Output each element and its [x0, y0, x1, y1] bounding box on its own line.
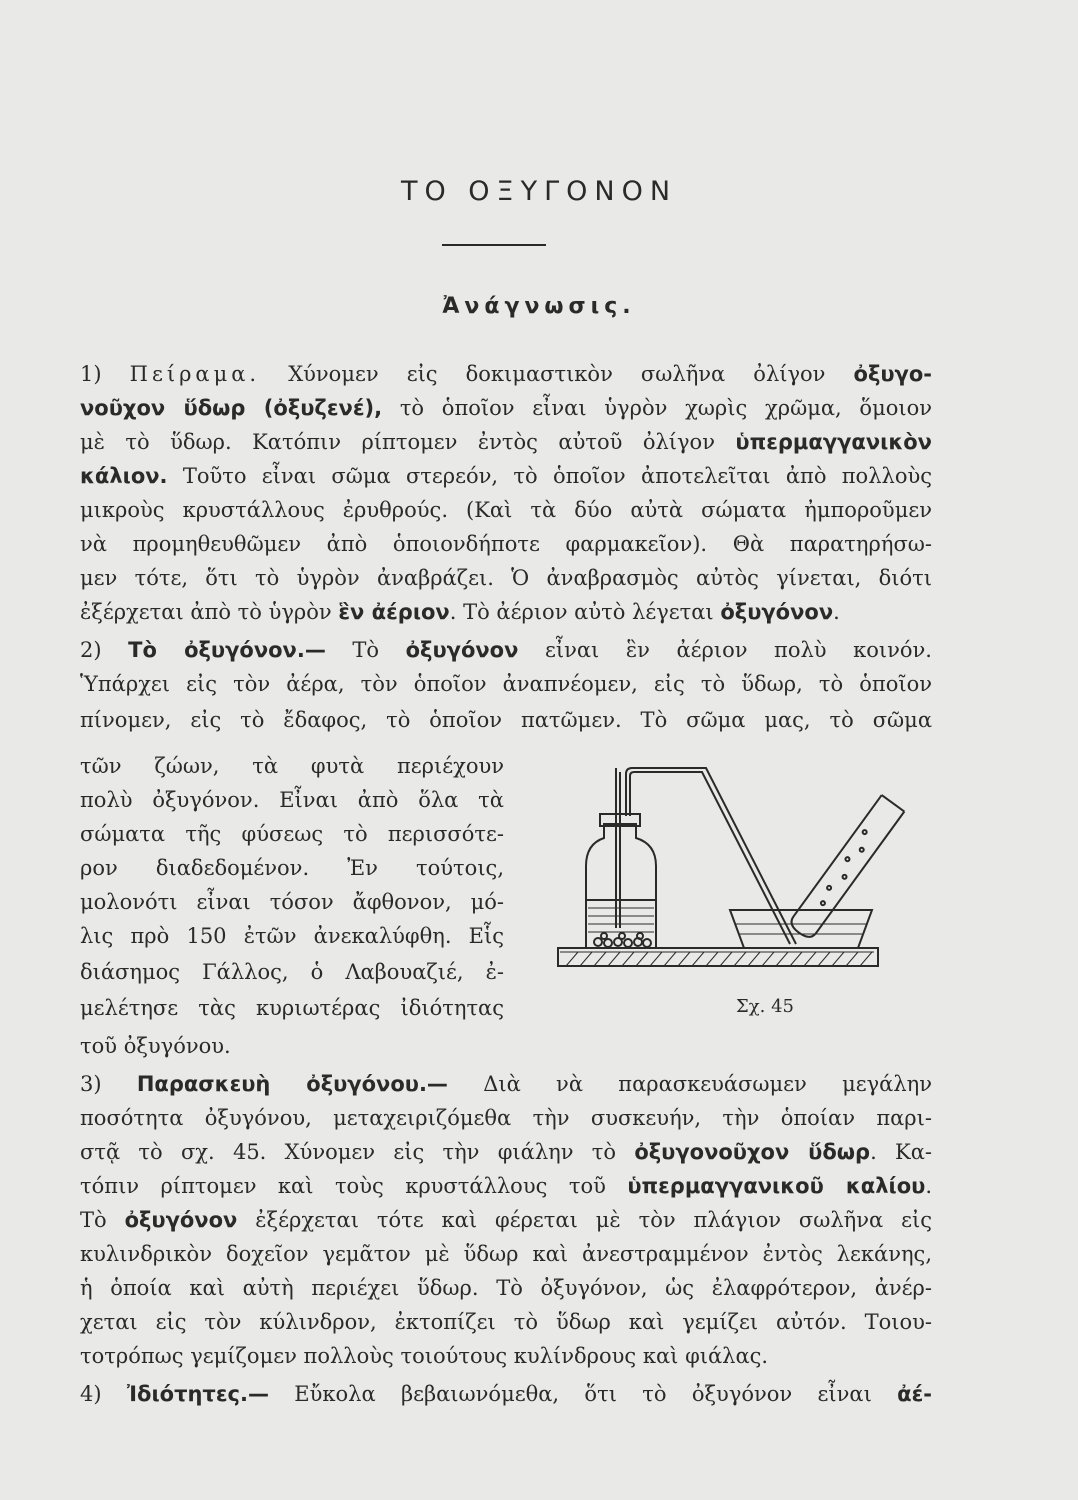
paragraph-line — [80, 426, 932, 458]
paragraph-line — [80, 1340, 932, 1372]
bold-term: ὀξυγόνον — [720, 600, 834, 624]
line-text: πίνομεν, εἰς τὸ ἔδαφος, τὸ ὁποῖον πατῶμεν. Τὸ σῶμα μας, τὸ σῶμα — [80, 708, 932, 732]
bold-term: κάλιον. — [80, 464, 168, 488]
paragraph-line — [80, 750, 504, 782]
oxygen-apparatus-figure — [556, 748, 934, 988]
paragraph-line — [80, 1136, 932, 1168]
paragraph-line — [80, 1272, 932, 1304]
paragraph-line — [80, 1306, 932, 1338]
line-text: λις πρὸ 150 ἐτῶν ἀνεκαλύφθη. Εἷς — [80, 924, 504, 948]
paragraph-line — [80, 1170, 932, 1202]
line-text: στᾷ τὸ σχ. 45. Χύνομεν εἰς τὴν φιάλην τὸ — [80, 1140, 635, 1164]
bold-term: ὀξυγο- — [853, 362, 932, 386]
paragraph-line — [80, 1102, 932, 1134]
paragraph-line — [80, 1204, 932, 1236]
line-text: 4) — [80, 1382, 127, 1406]
line-text: Χύνομεν εἰς δοκιμαστικὸν σωλῆνα ὀλίγον — [260, 362, 854, 386]
line-text: . Τὸ ἀέριον αὐτὸ λέγεται — [449, 600, 721, 624]
line-text: Τοῦτο εἶναι σῶμα στερεόν, τὸ ὁποῖον ἀποτελεῖται ἀπὸ πολλοὺς — [167, 464, 932, 488]
line-text: κυλινδρικὸν δοχεῖον γεμᾶτον μὲ ὕδωρ καὶ ἀνεστραμμένον ἐντὸς λεκάνης, — [80, 1242, 932, 1266]
paragraph-line — [80, 460, 932, 492]
crystals — [594, 933, 651, 947]
line-text: χεται εἰς τὸν κύλινδρον, ἐκτοπίζει τὸ ὕδωρ καὶ γεμίζει αὐτόν. Τοιου- — [80, 1310, 932, 1334]
section-subtitle: Ἀνάγνωσις. — [442, 294, 636, 319]
paragraph-line — [80, 392, 932, 424]
paragraph-line — [80, 956, 504, 988]
base-hatching — [566, 952, 872, 966]
line-text: ἐξέρχεται τότε καὶ φέρεται μὲ τὸν πλάγιον σωλῆνα εἰς — [237, 1208, 932, 1232]
bold-term: ὀξυγονοῦχον ὕδωρ — [634, 1140, 871, 1164]
water-basin — [730, 910, 872, 948]
line-text: πολὺ ὀξυγόνον. Εἶναι ἀπὸ ὅλα τὰ — [80, 788, 504, 812]
delivery-tube — [626, 768, 796, 944]
line-text: τῶν ζώων, τὰ φυτὰ περιέχουν — [80, 754, 504, 778]
line-text: τοτρόπως γεμίζομεν πολλοὺς τοιούτους κυλίνδρους καὶ φιάλας. — [80, 1344, 769, 1368]
line-text: ἐξέρχεται ἀπὸ τὸ ὑγρὸν — [80, 600, 339, 624]
line-text: μικροὺς κρυστάλλους ἐρυθρούς. (Καὶ τὰ δύο αὐτὰ σώματα ἠμποροῦμεν — [80, 498, 932, 522]
bold-term: Ἰδιότητες.— — [126, 1382, 269, 1406]
paragraph-line — [80, 1378, 932, 1410]
line-text: . — [833, 600, 840, 624]
line-text: Τὸ — [80, 1208, 125, 1232]
paragraph-line — [80, 784, 504, 816]
line-text: 2) — [80, 638, 129, 662]
line-text: ρον διαδεδομένον. Ἐν τούτοις, — [80, 856, 504, 880]
line-text: σώματα τῆς φύσεως τὸ περισσότε- — [80, 822, 504, 846]
paragraph-line — [80, 562, 932, 594]
line-text: 3) — [80, 1072, 137, 1096]
bold-term: ὀξυγόνον — [405, 638, 519, 662]
figure-caption: Σχ. 45 — [736, 996, 794, 1017]
line-text: τόπιν ρίπτομεν καὶ τοὺς κρυστάλλους τοῦ — [80, 1174, 628, 1198]
base-plank — [558, 948, 878, 966]
paragraph-line — [80, 358, 932, 390]
line-text: Ὑπάρχει εἰς τὸν ἀέρα, τὸν ὁποῖον ἀναπνέομεν, εἰς τὸ ὕδωρ, τὸ ὁποῖον — [80, 672, 932, 696]
paragraph-line — [80, 1030, 504, 1062]
bold-term: ὑπερμαγγανικοῦ καλίου — [627, 1174, 926, 1198]
chapter-title: ΤΟ ΟΞΥΓΟΝΟΝ — [400, 176, 678, 207]
paragraph-line — [80, 634, 932, 666]
line-text: τοῦ ὀξυγόνου. — [80, 1034, 231, 1058]
paragraph-line — [80, 818, 504, 850]
line-text: μεν τότε, ὅτι τὸ ὑγρὸν ἀναβράζει. Ὁ ἀναβρασμὸς αὐτὸς γίνεται, διότι — [80, 566, 932, 590]
bold-term: ἓν ἀέριον — [338, 600, 450, 624]
paragraph-line — [80, 528, 932, 560]
line-text: εἶναι ἓν ἀέριον πολὺ κοινόν. — [518, 638, 932, 662]
line-text: ἡ ὁποία καὶ αὐτὴ περιέχει ὕδωρ. Τὸ ὀξυγόνον, ὡς ἐλαφρότερον, ἀνέρ- — [80, 1276, 932, 1300]
line-text: . — [925, 1174, 932, 1198]
line-text: Εὔκολα βεβαιωνόμεθα, ὅτι τὸ ὀξυγόνον εἶναι — [268, 1382, 898, 1406]
paragraph-line — [80, 886, 504, 918]
paragraph-line — [80, 920, 504, 952]
title-divider — [442, 244, 546, 246]
line-text: διάσημος Γάλλος, ὁ Λαβουαζιέ, ἐ- — [80, 960, 504, 984]
line-text: μελέτησε τὰς κυριωτέρας ἰδιότητας — [80, 996, 504, 1020]
line-text: νὰ προμηθευθῶμεν ἀπὸ ὁποιονδήποτε φαρμακεῖον). Θὰ παρατηρήσω- — [80, 532, 932, 556]
line-text: 1) — [80, 362, 130, 386]
paragraph-line — [80, 596, 932, 628]
paragraph-line — [80, 1238, 932, 1270]
paragraph-line — [80, 494, 932, 526]
bold-term: ἀέ- — [897, 1382, 932, 1406]
line-text: ποσότητα ὀξυγόνου, μεταχειριζόμεθα τὴν συσκευήν, τὴν ὁποίαν παρι- — [80, 1106, 932, 1130]
paragraph-line — [80, 1068, 932, 1100]
paragraph-line — [80, 704, 932, 736]
line-text: . Κα- — [870, 1140, 932, 1164]
bold-term: ὑπερμαγγανικὸν — [735, 430, 932, 454]
line-text: τὸ ὁποῖον εἶναι ὑγρὸν χωρὶς χρῶμα, ὅμοιον — [382, 396, 932, 420]
line-text: Τὸ — [325, 638, 406, 662]
paragraph-line — [80, 852, 504, 884]
line-text: μολονότι εἶναι τόσον ἄφθονον, μό- — [80, 890, 504, 914]
line-text: μὲ τὸ ὕδωρ. Κατόπιν ρίπτομεν ἐντὸς αὐτοῦ ὀλίγον — [80, 430, 736, 454]
paragraph-line — [80, 668, 932, 700]
bold-term: ὀξυγόνον — [124, 1208, 238, 1232]
bold-term: Τὸ ὀξυγόνον.— — [128, 638, 326, 662]
paragraph-line — [80, 992, 504, 1024]
bold-term: νοῦχον ὕδωρ (ὀξυζενέ), — [80, 396, 383, 420]
bold-term: Παρασκευὴ ὀξυγόνου.— — [136, 1072, 448, 1096]
line-text: Διὰ νὰ παρασκευάσωμεν μεγάλην — [447, 1072, 932, 1096]
line-text: Πείραμα. — [129, 362, 261, 386]
collecting-tube — [788, 795, 905, 941]
